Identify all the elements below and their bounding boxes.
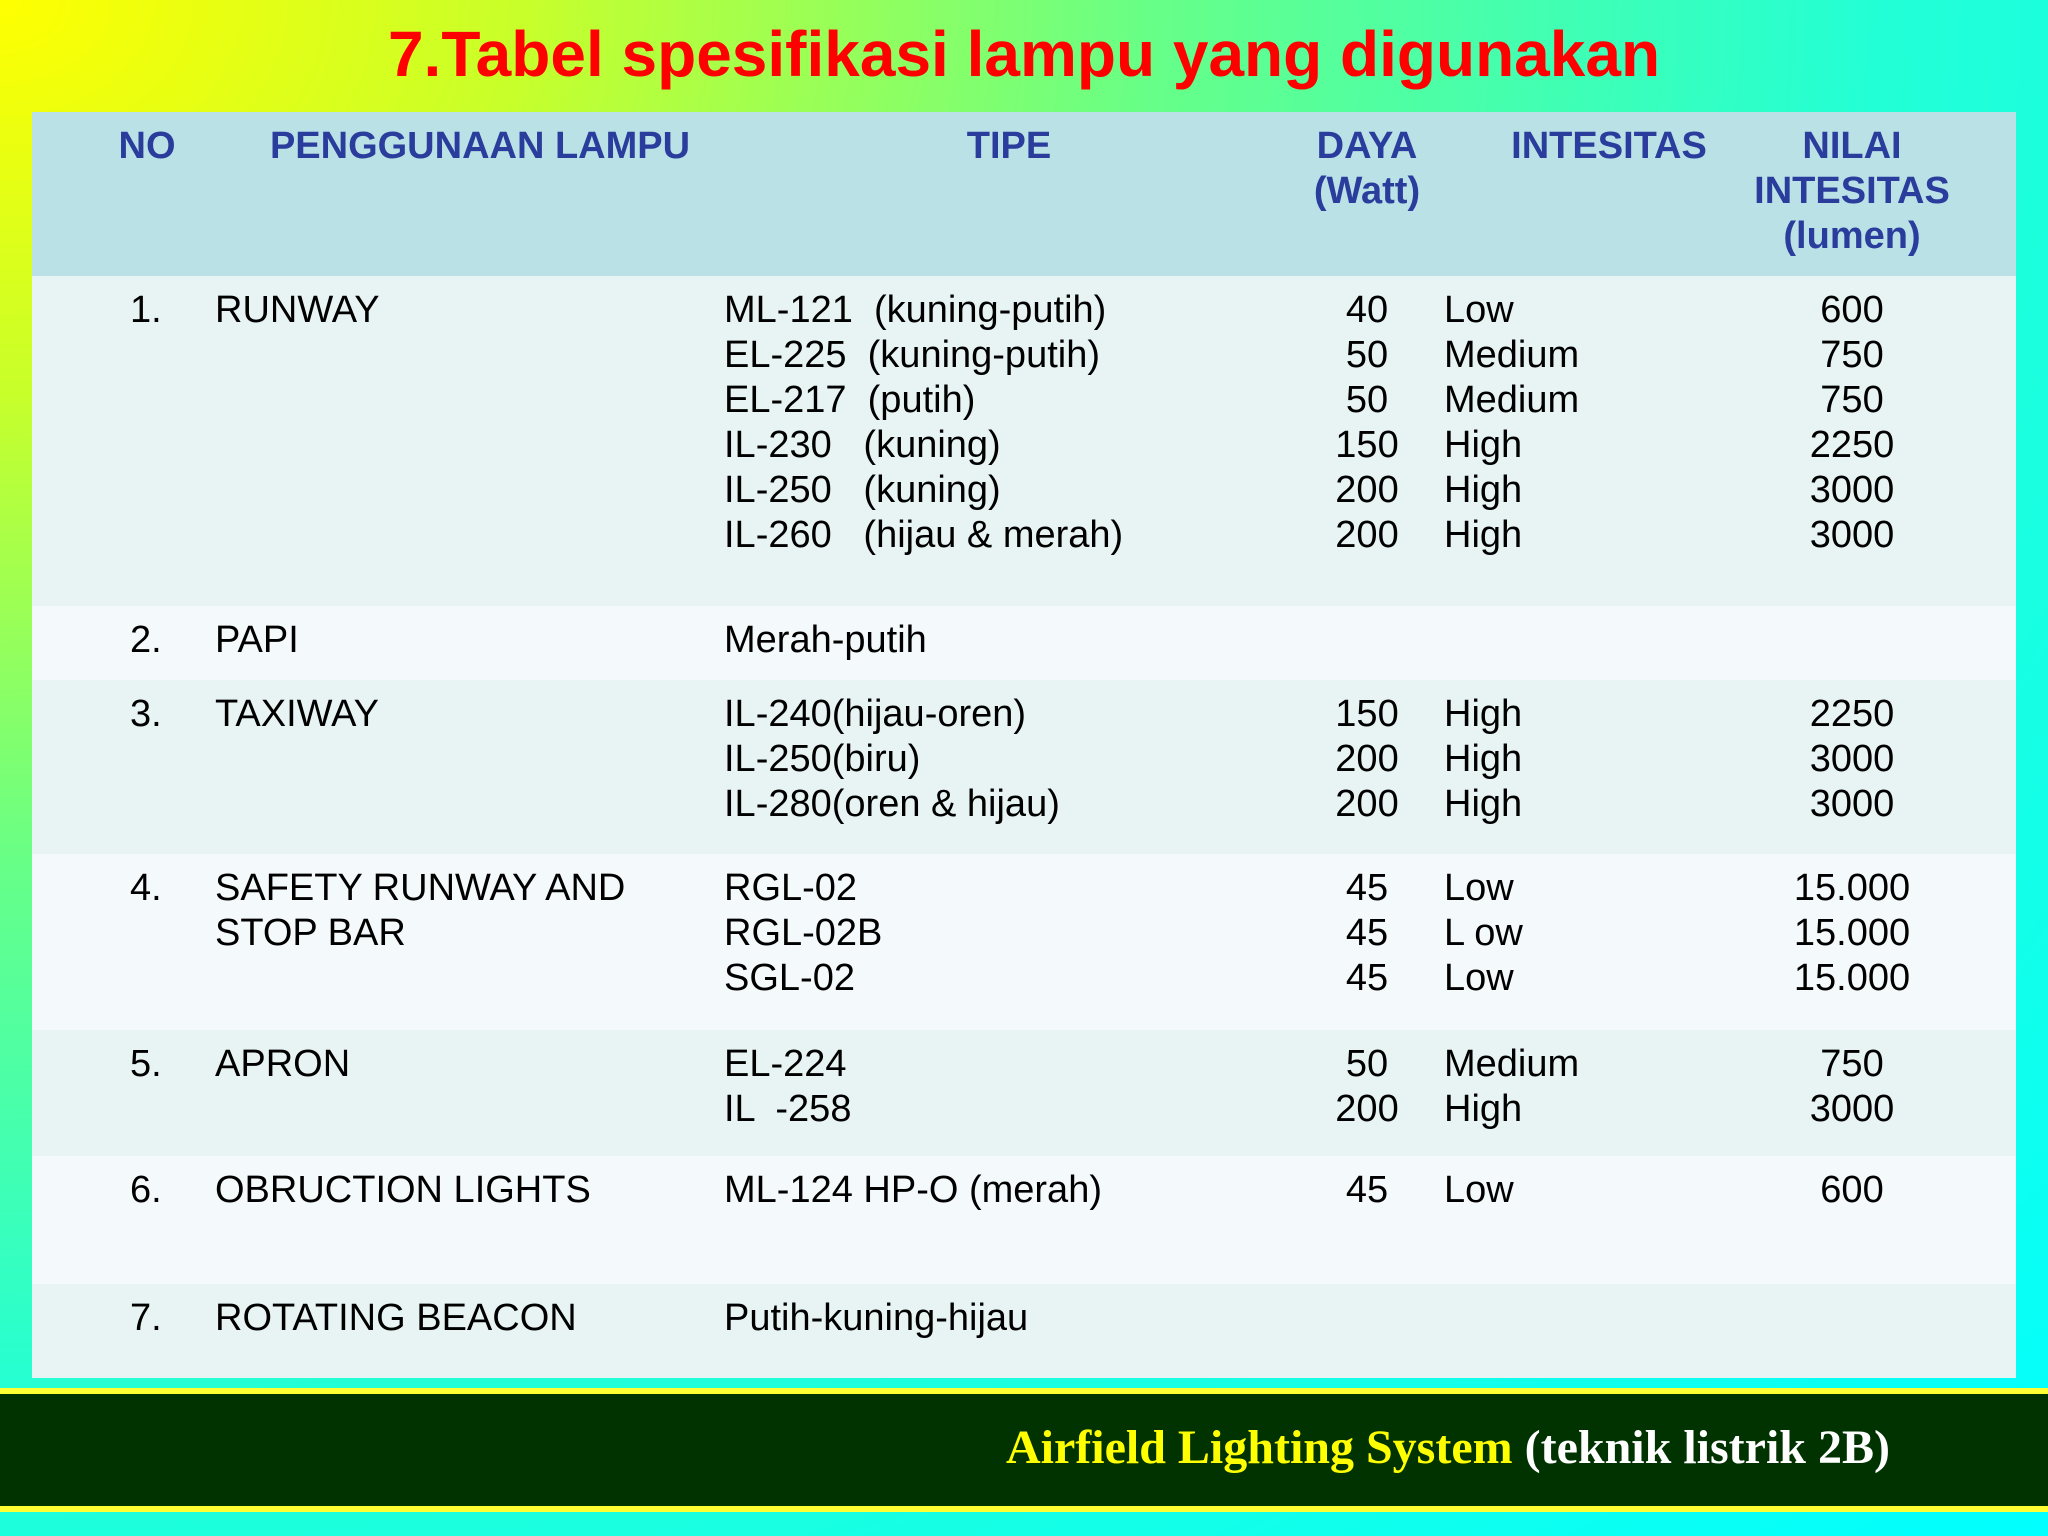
- cell-intensity-line: Medium: [1444, 334, 1580, 376]
- cell-nilai-line: 3000: [1809, 1088, 1895, 1130]
- cell-type-line: Putih-kuning-hijau: [724, 1297, 1029, 1339]
- cell-nilai-line: 600: [1820, 289, 1884, 331]
- slide-title: 7.Tabel spesifikasi lampu yang digunakan: [387, 18, 1661, 90]
- cell-intensity-line: High: [1444, 469, 1523, 511]
- cell-nilai: [1712, 288, 1992, 558]
- cell-nilai-line: 15.000: [1793, 912, 1911, 954]
- header-use: PENGGUNAAN LAMPU: [269, 125, 691, 167]
- cell-nilai-line: 3000: [1809, 469, 1895, 511]
- cell-intensity: [1444, 866, 1744, 1001]
- cell-daya: [1262, 1168, 1472, 1213]
- cell-intensity-line: Low: [1444, 1169, 1514, 1211]
- cell-no: 2.: [130, 619, 162, 661]
- cell-intensity-line: Medium: [1444, 1043, 1580, 1085]
- cell-daya-line: 150: [1335, 424, 1399, 466]
- table-row: [32, 680, 2016, 854]
- cell-no: 6.: [130, 1169, 162, 1211]
- cell-type: [724, 1168, 1294, 1213]
- cell-nilai-line: 15.000: [1793, 957, 1911, 999]
- cell-type-line: Merah-putih: [724, 619, 927, 661]
- header-intensity: INTESITAS: [1511, 125, 1707, 167]
- cell-nilai-line: 750: [1820, 379, 1884, 421]
- cell-daya-line: 200: [1335, 1088, 1399, 1130]
- cell-type-line: IL-280(oren & hijau): [724, 783, 1060, 825]
- cell-use-line: PAPI: [215, 619, 299, 661]
- cell-type: [724, 692, 1294, 827]
- spec-table: [32, 112, 2016, 1378]
- cell-use: [215, 1168, 715, 1213]
- cell-intensity-line: Medium: [1444, 379, 1580, 421]
- cell-nilai: [1712, 692, 1992, 827]
- cell-nilai-line: 3000: [1809, 783, 1895, 825]
- cell-no: 4.: [130, 867, 162, 909]
- cell-use-line: SAFETY RUNWAY AND: [215, 867, 626, 909]
- cell-nilai-line: 3000: [1809, 738, 1895, 780]
- cell-daya-line: 200: [1335, 783, 1399, 825]
- cell-daya-line: 50: [1345, 1043, 1389, 1085]
- cell-daya-line: 50: [1345, 334, 1389, 376]
- cell-intensity-line: Low: [1444, 867, 1514, 909]
- table-row: [32, 1156, 2016, 1284]
- cell-daya-line: 40: [1345, 289, 1389, 331]
- cell-daya-line: 200: [1335, 738, 1399, 780]
- cell-daya-line: 45: [1345, 912, 1389, 954]
- cell-nilai: [1712, 1042, 1992, 1132]
- cell-use: [215, 618, 715, 663]
- cell-nilai-line: 750: [1820, 334, 1884, 376]
- table-header: [32, 112, 2016, 276]
- cell-daya: [1262, 288, 1472, 558]
- header-no: NO: [118, 125, 176, 167]
- footer-bar: [0, 1388, 2048, 1512]
- cell-use: [215, 866, 715, 956]
- table-row: [32, 854, 2016, 1030]
- header-type: TIPE: [966, 125, 1052, 167]
- cell-daya-line: 50: [1345, 379, 1389, 421]
- cell-use-line: RUNWAY: [215, 289, 380, 331]
- header-daya: DAYA (Watt): [1313, 125, 1421, 212]
- cell-daya-line: 200: [1335, 514, 1399, 556]
- cell-type: [724, 866, 1294, 1001]
- cell-type-line: EL-225 (kuning-putih): [724, 334, 1100, 376]
- cell-type: [724, 618, 1294, 663]
- cell-daya: [1262, 1042, 1472, 1132]
- cell-no: 7.: [130, 1297, 162, 1339]
- cell-type-line: IL-230 (kuning): [724, 424, 1001, 466]
- cell-daya: [1262, 866, 1472, 1001]
- cell-no: 5.: [130, 1043, 162, 1085]
- footer-rest: (teknik listrik 2B): [1512, 1421, 1890, 1474]
- cell-daya: [1262, 692, 1472, 827]
- footer-highlight: Airfield Lighting System: [1005, 1421, 1513, 1474]
- cell-intensity-line: High: [1444, 514, 1523, 556]
- header-nilai: NILAI INTESITAS (lumen): [1754, 125, 1950, 257]
- cell-no: 3.: [130, 693, 162, 735]
- cell-intensity-line: High: [1444, 424, 1523, 466]
- cell-intensity-line: L ow: [1444, 912, 1523, 954]
- cell-intensity: [1444, 1168, 1744, 1213]
- cell-use-line: ROTATING BEACON: [215, 1297, 577, 1339]
- table-row: [32, 276, 2016, 606]
- cell-intensity: [1444, 288, 1744, 558]
- cell-type-line: SGL-02: [724, 957, 855, 999]
- cell-intensity-line: High: [1444, 1088, 1523, 1130]
- cell-type-line: IL-250(biru): [724, 738, 921, 780]
- cell-type-line: IL -258: [724, 1088, 852, 1130]
- cell-daya-line: 45: [1345, 957, 1389, 999]
- cell-intensity-line: High: [1444, 783, 1523, 825]
- cell-use: [215, 288, 715, 333]
- cell-type-line: EL-217 (putih): [724, 379, 976, 421]
- cell-nilai-line: 3000: [1809, 514, 1895, 556]
- cell-nilai-line: 15.000: [1793, 867, 1911, 909]
- cell-nilai: [1712, 1168, 1992, 1213]
- cell-nilai-line: 2250: [1809, 424, 1895, 466]
- cell-type-line: IL-240(hijau-oren): [724, 693, 1027, 735]
- cell-intensity: [1444, 1042, 1744, 1132]
- cell-use-line: OBRUCTION LIGHTS: [215, 1169, 591, 1211]
- cell-intensity-line: Low: [1444, 957, 1514, 999]
- cell-use: [215, 692, 715, 737]
- cell-type-line: EL-224: [724, 1043, 847, 1085]
- cell-use: [215, 1296, 715, 1341]
- cell-daya-line: 150: [1335, 693, 1399, 735]
- cell-type-line: IL-260 (hijau & merah): [724, 514, 1124, 556]
- cell-type-line: IL-250 (kuning): [724, 469, 1001, 511]
- cell-intensity: [1444, 692, 1744, 827]
- cell-type: [724, 1042, 1294, 1132]
- cell-type-line: ML-121 (kuning-putih): [724, 289, 1107, 331]
- cell-intensity-line: High: [1444, 738, 1523, 780]
- table-row: [32, 1284, 2016, 1378]
- cell-use-line: APRON: [215, 1043, 351, 1085]
- cell-daya-line: 45: [1345, 1169, 1389, 1211]
- cell-nilai-line: 600: [1820, 1169, 1884, 1211]
- cell-intensity-line: Low: [1444, 289, 1514, 331]
- cell-type-line: ML-124 HP-O (merah): [724, 1169, 1102, 1211]
- cell-daya-line: 200: [1335, 469, 1399, 511]
- table-row: [32, 606, 2016, 680]
- cell-daya-line: 45: [1345, 867, 1389, 909]
- cell-intensity-line: High: [1444, 693, 1523, 735]
- footer-text: [1006, 1418, 1890, 1478]
- cell-nilai-line: 2250: [1809, 693, 1895, 735]
- cell-type: [724, 288, 1294, 558]
- cell-use-line: STOP BAR: [215, 912, 406, 954]
- table-row: [32, 1030, 2016, 1156]
- cell-use: [215, 1042, 715, 1087]
- cell-nilai-line: 750: [1820, 1043, 1884, 1085]
- cell-use-line: TAXIWAY: [215, 693, 379, 735]
- cell-no: 1.: [130, 289, 162, 331]
- cell-type-line: RGL-02B: [724, 912, 883, 954]
- cell-type-line: RGL-02: [724, 867, 858, 909]
- cell-type: [724, 1296, 1294, 1341]
- cell-nilai: [1712, 866, 1992, 1001]
